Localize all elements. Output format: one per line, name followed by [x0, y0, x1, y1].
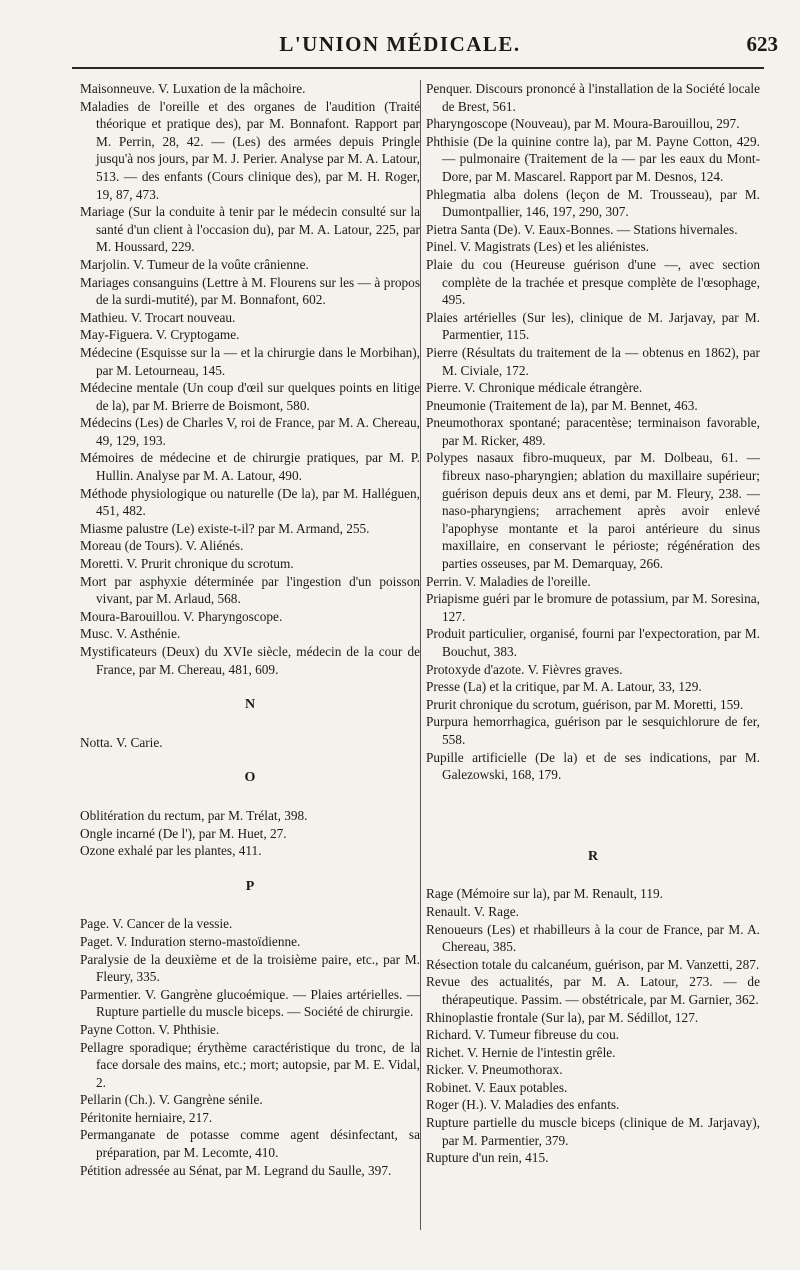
index-entry: Pierre. V. Chronique médicale étrangère.	[426, 380, 643, 396]
index-entry: Penquer. Discours prononcé à l'installation de la Société locale de Brest, 561.	[426, 81, 760, 114]
index-entry: Péritonite herniaire, 217.	[80, 1109, 213, 1125]
index-entry: Pellagre sporadique; érythème caractéristique du tronc, de la face dorsale des mains, etc.; mort; autopsie, par M. E. Vidal, 2.	[80, 1039, 420, 1090]
column-divider	[420, 80, 421, 1230]
index-entry: Roger (H.). V. Maladies des enfants.	[426, 1097, 620, 1113]
index-entry: Richard. V. Tumeur fibreuse du cou.	[426, 1027, 620, 1043]
running-header	[0, 28, 800, 62]
index-entry: Ricker. V. Pneumothorax.	[426, 1062, 563, 1078]
index-entry: Mystificateurs (Deux) du XVIe siècle, médecin de la cour de France, par M. Chereau, 481, 609.	[80, 644, 420, 677]
index-entry: Prurit chronique du scrotum, guérison, par M. Moretti, 159.	[426, 696, 744, 712]
index-entry: Médecins (Les) de Charles V, roi de France, par M. A. Chereau, 49, 129, 193.	[80, 415, 420, 448]
index-entry: Pierre (Résultats du traitement de la — obtenus en 1862), par M. Civiale, 172.	[426, 344, 760, 378]
index-entry: Médecine (Esquisse sur la — et la chirurgie dans le Morbihan), par M. Letourneau, 145.	[80, 344, 420, 378]
section-letter-p: P	[245, 878, 255, 894]
index-entry: Pellarin (Ch.). V. Gangrène sénile.	[80, 1092, 263, 1108]
index-entry: Marjolin. V. Tumeur de la voûte crânienne.	[80, 256, 309, 272]
index-entry: Résection totale du calcanéum, guérison, par M. Vanzetti, 287.	[426, 956, 760, 972]
page-number: 623	[746, 32, 778, 56]
index-entry: Payne Cotton. V. Phthisie.	[80, 1021, 220, 1037]
index-entry: Paget. V. Induration sterno-mastoïdienne.	[80, 933, 301, 949]
index-entry: Permanganate de potasse comme agent désinfectant, sa préparation, par M. Lecomte, 410.	[80, 1127, 420, 1161]
journal-title: L'UNION MÉDICALE.	[279, 32, 521, 56]
index-entry: Miasme palustre (Le) existe-t-il? par M. Armand, 255.	[80, 520, 370, 536]
index-entry: Priapisme guéri par le bromure de potassium, par M. Soresina, 127.	[426, 591, 760, 624]
index-entry: Polypes nasaux fibro-muqueux, par M. Dolbeau, 61. — fibreux naso-pharyngien; ablation du maxillaire supérieur; guérison depuis deux ans et demi, par M. Fleury, 238. — naso-pharyngiens; arrachement après avoir enlevé l'apophyse montante et la paroi antérieure du sinus maxillaire, en conservant le périoste; régénération des parties osseuses, par M. Demarquay, 266.	[426, 450, 760, 572]
index-entry: Médecine mentale (Un coup d'œil sur quelques points en litige de la), par M. Brierre de Boismont, 580.	[80, 380, 420, 413]
index-entry: Pupille artificielle (De la) et de ses indications, par M. Galezowski, 168, 179.	[426, 749, 760, 783]
index-entry: Richet. V. Hernie de l'intestin grêle.	[426, 1044, 616, 1060]
index-entry: Rage (Mémoire sur la), par M. Renault, 119.	[426, 886, 663, 902]
section-letter-o: O	[244, 770, 256, 786]
index-entry: Plaies artérielles (Sur les), clinique de M. Jarjavay, par M. Parmentier, 115.	[426, 309, 760, 343]
index-entry: Mort par asphyxie déterminée par l'ingestion d'un poisson vivant, par M. Arlaud, 568.	[80, 573, 420, 607]
index-entry: Oblitération du rectum, par M. Trélat, 398.	[80, 807, 308, 823]
index-entry: Mariages consanguins (Lettre à M. Flourens sur les — à propos de la surdi-mutité), par M. Bonnafont, 602.	[80, 274, 420, 308]
index-entry: Paralysie de la deuxième et de la troisième paire, etc., par M. Fleury, 335.	[80, 951, 420, 985]
index-entry: Pneumonie (Traitement de la), par M. Bennet, 463.	[426, 397, 698, 413]
index-entry: Mariage (Sur la conduite à tenir par le médecin consulté sur la santé d'un client à l'occasion du), par M. A. Latour, 225, par M. Houssard, 229.	[80, 204, 420, 255]
index-entry: Pharyngoscope (Nouveau), par M. Moura-Barouillou, 297.	[426, 116, 740, 132]
right-column	[426, 80, 760, 1167]
index-entry: Pietra Santa (De). V. Eaux-Bonnes. — Stations hivernales.	[426, 221, 738, 237]
index-entry: Renoueurs (Les) et rhabilleurs à la cour de France, par M. A. Chereau, 385.	[426, 921, 760, 955]
index-entry: Page. V. Cancer de la vessie.	[80, 916, 233, 932]
index-entry: Moreau (de Tours). V. Aliénés.	[80, 538, 244, 554]
index-entry: Moura-Barouillou. V. Pharyngoscope.	[80, 608, 283, 624]
index-entry: Musc. V. Asthénie.	[80, 626, 181, 642]
index-entry: Maisonneuve. V. Luxation de la mâchoire.	[80, 81, 306, 96]
index-entry: Perrin. V. Maladies de l'oreille.	[426, 573, 591, 589]
section-letter-n: N	[244, 697, 256, 713]
index-entry: Parmentier. V. Gangrène glucoémique. — Plaies artérielles. — Rupture partielle du muscle biceps. — Société de chirurgie.	[80, 986, 420, 1020]
index-entry: Rupture d'un rein, 415.	[426, 1150, 549, 1166]
index-entry: Robinet. V. Eaux potables.	[426, 1079, 568, 1095]
index-entry: Renault. V. Rage.	[426, 903, 519, 919]
index-entry: Mémoires de médecine et de chirurgie pratiques, par M. P. Hullin. Analyse par M. A. Latour, 490.	[80, 450, 420, 484]
index-entry: Rupture partielle du muscle biceps (clinique de M. Jarjavay), par M. Parmentier, 379.	[426, 1115, 760, 1148]
index-entry: Protoxyde d'azote. V. Fièvres graves.	[426, 661, 623, 677]
index-entry: Moretti. V. Prurit chronique du scrotum.	[80, 556, 294, 572]
header-rule	[72, 67, 764, 69]
index-entry: Mathieu. V. Trocart nouveau.	[80, 309, 236, 325]
index-entry: Phthisie (De la quinine contre la), par M. Payne Cotton, 429. — pulmonaire (Traitement de la — par les eaux du Mont-Dore, par M. Mascarel. Rapport par M. Desnos, 124.	[426, 133, 760, 184]
section-letter-r: R	[587, 848, 599, 864]
index-entry: Presse (La) et la critique, par M. A. Latour, 33, 129.	[426, 679, 702, 695]
index-entry: Plaie du cou (Heureuse guérison d'une —, avec section complète de la trachée et presque complète de l'œsophage, 495.	[426, 256, 760, 308]
index-entry: Ozone exhalé par les plantes, 411.	[80, 843, 262, 859]
index-entry: Pétition adressée au Sénat, par M. Legrand du Saulle, 397.	[80, 1162, 392, 1178]
index-entry: Revue des actualités, par M. A. Latour, 273. — de thérapeutique. Passim. — obstétricale, par M. Garnier, 362.	[426, 974, 760, 1007]
index-entry: Produit particulier, organisé, fourni par l'expectoration, par M. Bouchut, 383.	[426, 626, 760, 659]
index-entry: Purpura hemorrhagica, guérison par le sesquichlorure de fer, 558.	[426, 714, 760, 747]
left-column	[80, 80, 420, 1179]
index-entry: Phlegmatia alba dolens (leçon de M. Trousseau), par M. Dumontpallier, 146, 197, 290, 307.	[426, 186, 760, 220]
index-entry: May-Figuera. V. Cryptogame.	[80, 327, 240, 343]
index-entry: Méthode physiologique ou naturelle (De la), par M. Halléguen, 451, 482.	[80, 485, 420, 519]
index-entry: Maladies de l'oreille et des organes de l'audition (Traité théorique et pratique des), par M. Bonnafont. Rapport par M. Perrin, 28, 42. — (Les) des armées depuis Pringle jusqu'à nos jours, par M. J. Perier. Analyse par M. A. Latour, 513. — des enfants (Cours clinique des), par M. H. Roger, 19, 87, 473.	[80, 98, 420, 202]
index-entry: Rhinoplastie frontale (Sur la), par M. Sédillot, 127.	[426, 1009, 699, 1025]
index-entry: Notta. V. Carie.	[80, 734, 163, 750]
index-entry: Pinel. V. Magistrats (Les) et les aliénistes.	[426, 239, 649, 255]
index-entry: Ongle incarné (De l'), par M. Huet, 27.	[80, 825, 287, 841]
index-entry: Pneumothorax spontané; paracentèse; terminaison favorable, par M. Ricker, 489.	[426, 415, 760, 448]
